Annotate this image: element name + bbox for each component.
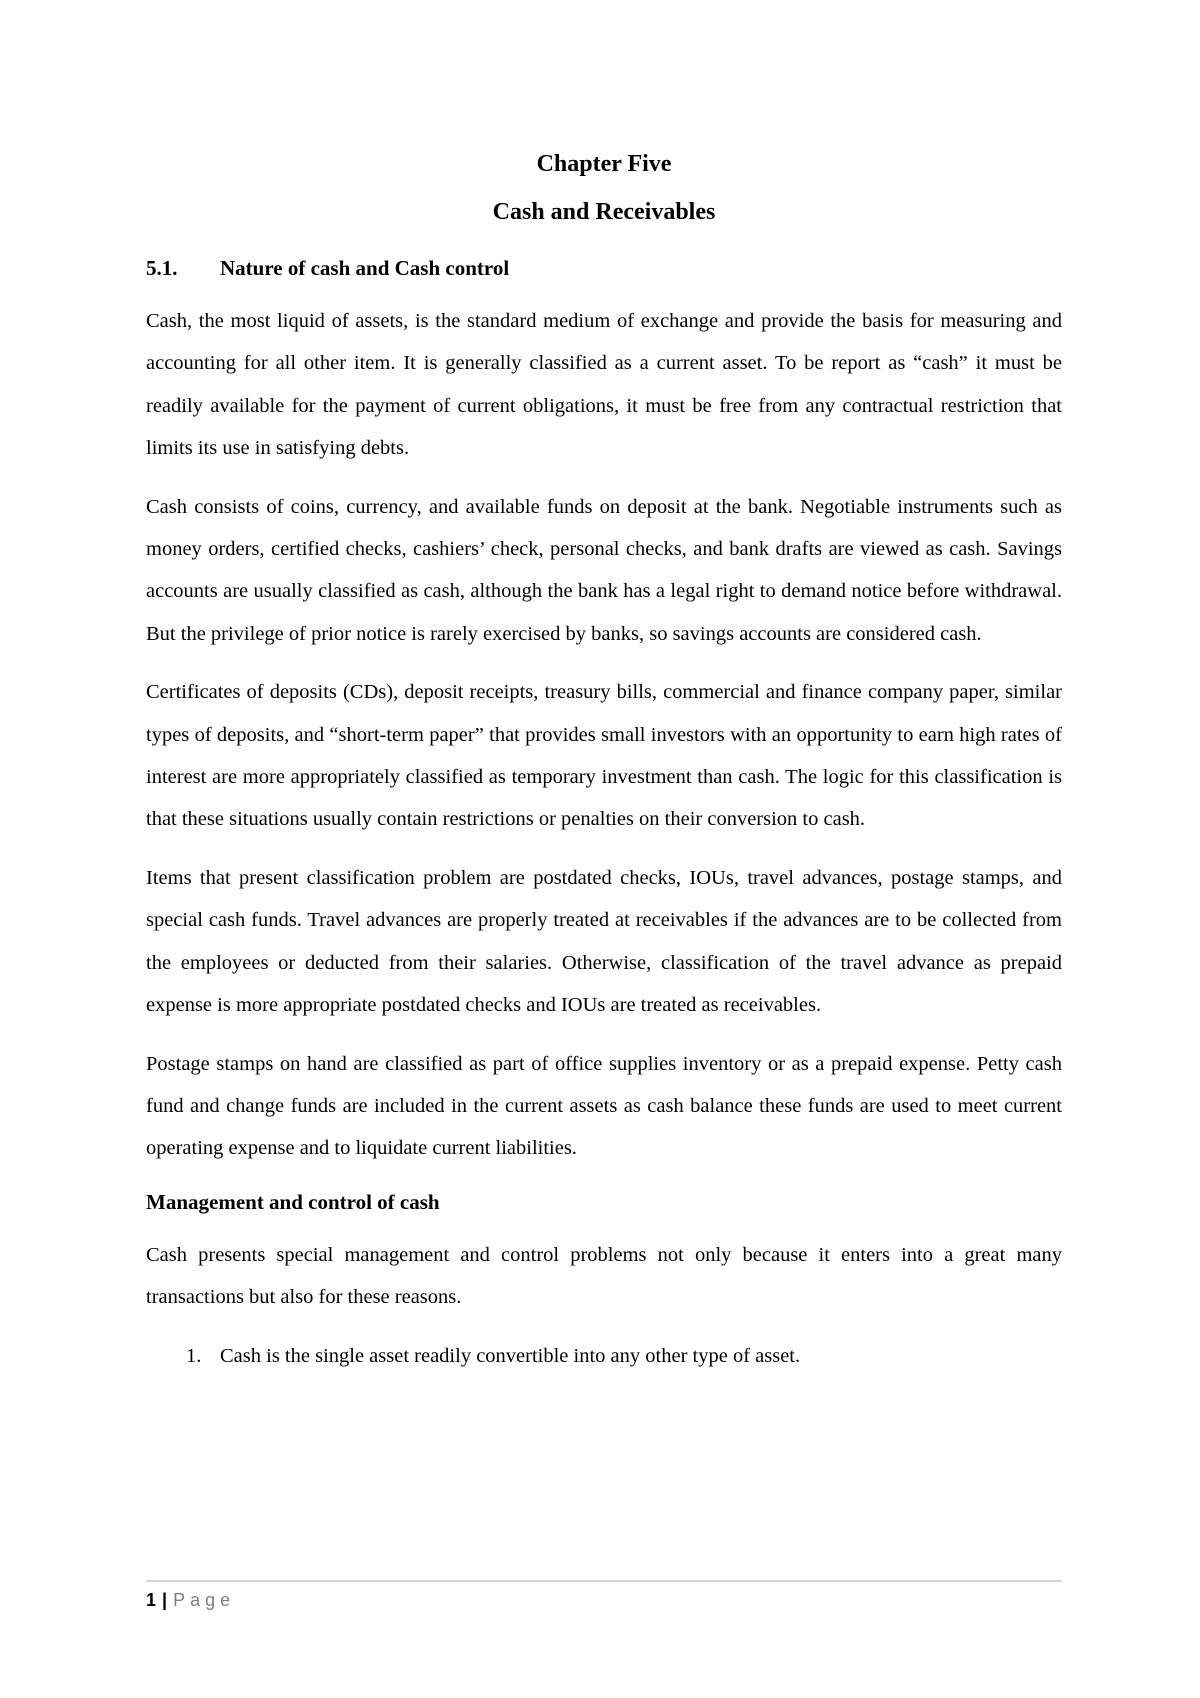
page-number: 1 bbox=[146, 1590, 157, 1610]
chapter-title: Chapter Five bbox=[536, 151, 672, 177]
management-heading: Management and control of cash bbox=[146, 1189, 440, 1214]
management-intro: Cash presents special management and control problems not only because it enters into a great many transactions but also for these reasons. bbox=[146, 1243, 1062, 1309]
paragraph: Certificates of deposits (CDs), deposit receipts, treasury bills, commercial and finance company paper, similar types of deposits, and “short-term paper” that provides small investors with an opportunity to earn high rates of interest are more appropriately classified as temporary investment than cash. The logic for this classification is that these situations usually contain restrictions or penalties on their conversion to cash. bbox=[146, 681, 1062, 831]
chapter-subtitle: Cash and Receivables bbox=[492, 199, 716, 225]
paragraph: Items that present classification problem are postdated checks, IOUs, travel advances, postage stamps, and special cash funds. Travel advances are properly treated at receivables if the advances are to be collected from the employees or deducted from their salaries. Otherwise, classification of the travel advance as prepaid expense is more appropriate postdated checks and IOUs are treated as receivables. bbox=[146, 866, 1062, 1017]
page-label: Page bbox=[173, 1590, 236, 1610]
list-item-number: 1. bbox=[186, 1344, 202, 1367]
paragraph: Cash, the most liquid of assets, is the standard medium of exchange and provide the basis for measuring and accounting for all other item. It is generally classified as a current asset. To be report as “cash” it must be readily available for the payment of current obligations, it must be free from any contractual restriction that limits its use in satisfying debts. bbox=[146, 310, 1062, 460]
section-number: 5.1. bbox=[146, 256, 178, 280]
footer-separator: | bbox=[162, 1590, 168, 1610]
list-item-text: Cash is the single asset readily convertible into any other type of asset. bbox=[220, 1344, 801, 1367]
page-footer bbox=[146, 1588, 235, 1612]
footer-divider bbox=[146, 1580, 1062, 1582]
section-title: Nature of cash and Cash control bbox=[220, 256, 510, 280]
list-item bbox=[146, 1335, 1062, 1377]
reasons-list bbox=[146, 1335, 1062, 1377]
paragraph: Cash consists of coins, currency, and available funds on deposit at the bank. Negotiable instruments such as money orders, certified checks, cashiers’ check, personal checks, and bank drafts are viewed as cash. Savings accounts are usually classified as cash, although the bank has a legal right to demand notice before withdrawal. But the privilege of prior notice is rarely exercised by banks, so savings accounts are considered cash. bbox=[146, 495, 1062, 645]
page-content bbox=[146, 144, 1062, 1377]
paragraph: Postage stamps on hand are classified as part of office supplies inventory or as a prepaid expense. Petty cash fund and change funds are included in the current assets as cash balance these funds are used to meet current operating expense and to liquidate current liabilities. bbox=[146, 1052, 1062, 1160]
section-heading bbox=[146, 252, 1062, 284]
